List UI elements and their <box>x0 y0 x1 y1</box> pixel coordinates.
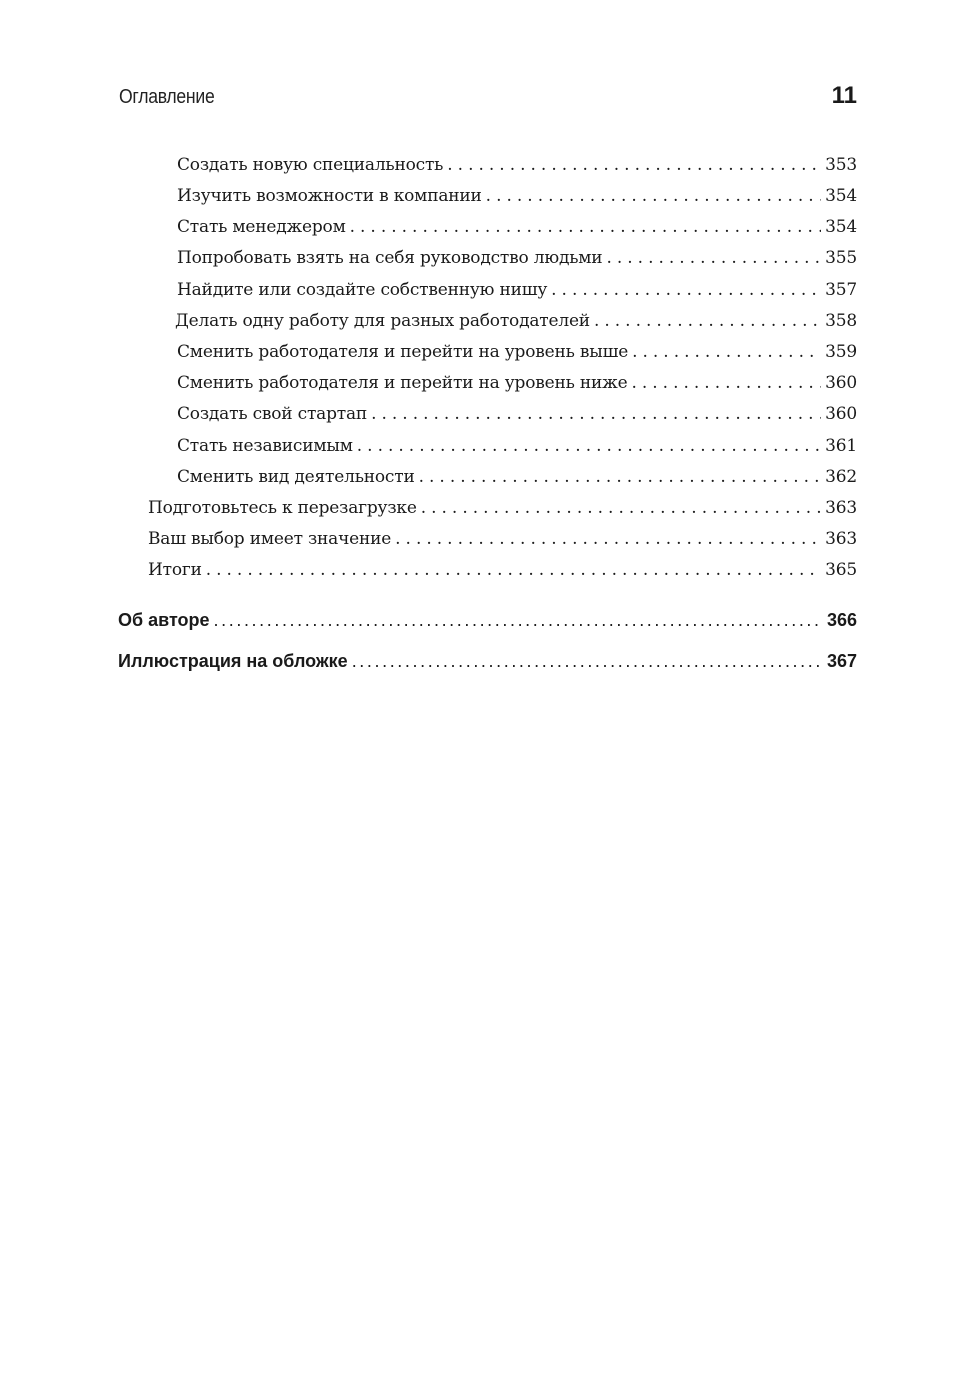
toc-entry[interactable] <box>177 342 857 362</box>
toc-entry-label: Сменить работодателя и перейти на уровень ниже <box>177 373 628 393</box>
toc-entry[interactable] <box>177 280 857 300</box>
toc-entry[interactable] <box>177 373 857 393</box>
toc-entry[interactable] <box>177 404 857 424</box>
page-number: 11 <box>831 82 857 109</box>
dot-leader <box>486 186 821 206</box>
toc-entry-page: 363 <box>825 498 857 518</box>
toc-entry[interactable] <box>177 155 857 175</box>
toc-entry-label: Сменить работодателя и перейти на уровень выше <box>177 342 629 362</box>
toc-entry-label: Делать одну работу для разных работодателей <box>175 311 590 331</box>
dot-leader <box>395 529 821 549</box>
toc-entry[interactable] <box>175 311 857 331</box>
dot-leader <box>632 342 821 362</box>
toc-entry[interactable] <box>148 498 857 518</box>
dot-leader <box>421 498 821 518</box>
dot-leader <box>606 248 821 268</box>
toc-entry-page: 361 <box>825 436 857 456</box>
toc-entry[interactable] <box>177 217 857 237</box>
toc-entry-page: 360 <box>825 404 857 424</box>
toc-entry-label: Иллюстрация на обложке <box>118 651 348 671</box>
toc-entry[interactable] <box>177 186 857 206</box>
toc-entry-label: Ваш выбор имеет значение <box>148 529 392 549</box>
toc-entry-label: Создать свой стартап <box>177 404 368 424</box>
toc-entry-label: Итоги <box>148 560 202 580</box>
toc-entry-page: 355 <box>825 248 857 268</box>
dot-leader <box>551 280 821 300</box>
dot-leader <box>350 217 822 237</box>
toc-entry-label: Об авторе <box>118 610 210 630</box>
dot-leader <box>352 651 823 672</box>
toc-entry[interactable] <box>148 529 857 549</box>
toc-entry-page: 354 <box>825 186 857 206</box>
toc-entry-page: 365 <box>825 560 857 580</box>
toc-entry-page: 354 <box>825 217 857 237</box>
toc-entry-page: 362 <box>825 467 857 487</box>
toc-entry[interactable] <box>177 248 857 268</box>
dot-leader <box>214 610 823 631</box>
toc-entry-page: 363 <box>825 529 857 549</box>
toc-entry-label: Попробовать взять на себя руководство людьми <box>177 248 603 268</box>
dot-leader <box>594 311 821 331</box>
toc-entry[interactable] <box>177 467 857 487</box>
toc-entry[interactable] <box>177 436 857 456</box>
dot-leader <box>371 404 821 424</box>
toc-entry-page: 353 <box>825 155 857 175</box>
dot-leader <box>631 373 821 393</box>
toc-entry-label: Стать менеджером <box>177 217 346 237</box>
dot-leader <box>206 560 821 580</box>
toc-entry-page: 367 <box>826 651 857 671</box>
toc-entry-label: Стать независимым <box>177 436 353 456</box>
toc-entry-page: 357 <box>825 280 857 300</box>
toc-entry[interactable] <box>118 610 857 631</box>
toc-entry[interactable] <box>118 651 857 672</box>
toc-entry-page: 366 <box>826 610 857 630</box>
toc-entry-page: 358 <box>825 311 857 331</box>
dot-leader <box>357 436 821 456</box>
toc-entry-label: Подготовьтесь к перезагрузке <box>148 498 417 518</box>
dot-leader <box>447 155 821 175</box>
toc-entry-page: 360 <box>825 373 857 393</box>
dot-leader <box>419 467 822 487</box>
toc-entry-label: Найдите или создайте собственную нишу <box>177 280 548 300</box>
toc-entry[interactable] <box>148 560 857 580</box>
running-header <box>119 84 857 114</box>
toc-entry-label: Изучить возможности в компании <box>177 186 482 206</box>
running-title: Оглавление <box>119 86 215 108</box>
toc-entry-label: Создать новую специальность <box>177 155 444 175</box>
toc-entry-label: Сменить вид деятельности <box>177 467 415 487</box>
toc-entry-page: 359 <box>825 342 857 362</box>
